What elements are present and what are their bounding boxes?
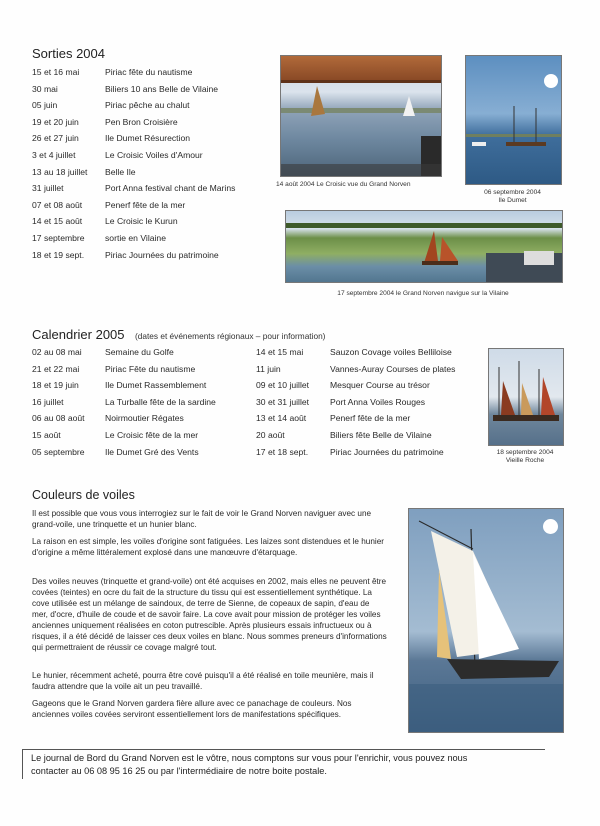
sortie-event: Ile Dumet Résurection xyxy=(105,133,191,144)
photo-vieille-roche xyxy=(488,348,564,446)
calendrier-left-date: 06 au 08 août xyxy=(32,413,85,424)
calendrier-left-event: Semaine du Golfe xyxy=(105,347,174,357)
caption-croisic: 14 août 2004 Le Croisic vue du Grand Norven xyxy=(276,181,411,188)
sortie-date: 31 juillet xyxy=(32,183,64,194)
calendrier-subtitle: (dates et événements régionaux – pour information) xyxy=(134,331,326,341)
calendrier-right-date: 14 et 15 mai xyxy=(256,347,304,357)
calendrier-right-event: Sauzon Covage voiles Belliloise xyxy=(330,347,452,357)
photo-grand-norven-sails xyxy=(408,508,564,733)
caption-dumet-place: Ile Dumet xyxy=(498,197,527,205)
calendrier-left-date: 02 au 08 mai xyxy=(32,347,82,357)
calendrier-right-event: Piriac Journées du patrimoine xyxy=(330,446,444,457)
sortie-date: 19 et 20 juin xyxy=(32,116,79,127)
calendrier-left-date: 05 septembre xyxy=(32,446,85,457)
calendrier-left-event: Le Croisic fête de la mer xyxy=(105,430,199,440)
dumet-scene xyxy=(466,56,561,184)
calendrier-left-event: Piriac Fête du nautisme xyxy=(105,363,196,374)
photo-ile-dumet xyxy=(465,55,562,185)
calendrier-left-date: 21 et 22 mai xyxy=(32,363,80,374)
couleurs-title: Couleurs de voiles xyxy=(32,488,135,502)
sortie-date: 14 et 15 août xyxy=(32,216,83,227)
vieille-roche-scene xyxy=(489,349,563,445)
calendrier-right-event: Mesquer Course au trésor xyxy=(330,380,430,391)
sortie-event: Pen Bron Croisière xyxy=(105,116,178,127)
caption-vilaine: 17 septembre 2004 le Grand Norven navigue sur la Vilaine xyxy=(337,290,509,297)
sortie-event: Piriac pêche au chalut xyxy=(105,100,190,111)
calendrier-right-date: 20 août xyxy=(256,430,285,440)
calendrier-left-event: La Turballe fête de la sardine xyxy=(105,396,216,407)
calendrier-title: Calendrier 2005 xyxy=(32,327,125,342)
sortie-date: 18 et 19 sept. xyxy=(32,249,85,260)
sortie-event: Le Croisic le Kurun xyxy=(105,216,178,227)
caption-dumet-date: 06 septembre 2004 xyxy=(484,189,541,196)
couleurs-paragraph-4: Le hunier, récemment acheté, pourra être cové puisqu'il a été réalisé en toile meunière, mais il faudra attendre que la voile ait un peu travaillé. xyxy=(32,671,374,691)
caption-vieille-roche-place: Vieille Roche xyxy=(505,457,545,465)
calendrier-left-date: 15 août xyxy=(32,430,61,440)
calendrier-heading xyxy=(32,326,325,344)
sortie-event: Le Croisic Voiles d'Amour xyxy=(105,150,203,160)
vilaine-scene xyxy=(286,211,562,282)
calendrier-left-event: Ile Dumet Gré des Vents xyxy=(105,446,199,457)
sortie-event: sortie en Vilaine xyxy=(105,233,166,243)
sortie-date: 05 juin xyxy=(32,100,58,111)
calendrier-right-event: Port Anna Voiles Rouges xyxy=(330,396,426,407)
sorties-title: Sorties 2004 xyxy=(32,46,105,61)
sortie-date: 13 au 18 juillet xyxy=(32,166,88,177)
calendrier-right-event: Penerf fête de la mer xyxy=(330,413,411,424)
photo-le-croisic xyxy=(280,55,442,177)
caption-vieille-roche xyxy=(484,449,566,465)
sortie-event: Piriac Journées du patrimoine xyxy=(105,249,219,260)
sortie-date: 30 mai xyxy=(32,83,58,94)
couleurs-paragraph-5: Gageons que le Grand Norven gardera fière allure avec ce panachage de couleurs. Nos anciennes voiles covées serviront essentiellement lors de manifestations spécifiques. xyxy=(32,699,352,719)
couleurs-paragraph-2: La raison en est simple, les voiles d'origine sont fatiguées. Les laizes sont distendues et le hunier d'origine a même littéralement explosé dans une manœuvre d'étarquage. xyxy=(32,537,385,557)
calendrier-right-date: 09 et 10 juillet xyxy=(256,380,310,391)
sortie-date: 3 et 4 juillet xyxy=(32,150,76,160)
calendrier-left-date: 18 et 19 juin xyxy=(32,380,79,391)
sortie-date: 17 septembre xyxy=(32,233,85,243)
sortie-event: Penerf fête de la mer xyxy=(105,199,186,210)
calendrier-left-date: 16 juillet xyxy=(32,396,64,407)
calendrier-right-date: 13 et 14 août xyxy=(256,413,307,424)
sortie-date: 07 et 08 août xyxy=(32,199,83,210)
sortie-event: Piriac fête du nautisme xyxy=(105,67,193,77)
grand-norven-scene xyxy=(409,509,563,732)
sortie-date: 15 et 16 mai xyxy=(32,67,80,77)
sortie-event: Biliers 10 ans Belle de Vilaine xyxy=(105,83,219,94)
caption-dumet xyxy=(465,189,560,205)
footer-box xyxy=(22,749,545,779)
couleurs-paragraph-3: Des voiles neuves (trinquette et grand-voile) ont été acquises en 2002, mais elles ne peuvent être covées (teintes) en ocre du fait de la structure du tissu qui est essentiellement synthétique. La cove utilisée est un mélange de saindoux, de terre de Sienne, de copeaux de sapin, d'eau de mer, d'ocre, d'huile de coude et de savoir faire. La cove avait pour mission de protéger les voiles anciennes uniquement réalisées en coton putrescible. Après plusieurs essais infructueux ou à risques, il a été décidé de laisser ces deux voiles en blanc. Nous sommes preneurs d'informations qui permettraient de réussir ce covage malgré tout. xyxy=(32,577,387,652)
caption-vieille-roche-date: 18 septembre 2004 xyxy=(496,449,554,456)
couleurs-paragraph-1: Il est possible que vous vous interrogiez sur le fait de voir le Grand Norven naviguer avec une grand-voile, une trinquette et un hunier blanc. xyxy=(32,509,372,529)
calendrier-left-event: Noirmoutier Régates xyxy=(105,413,184,424)
photo-vilaine xyxy=(285,210,563,283)
sortie-event: Port Anna festival chant de Marins xyxy=(105,183,236,194)
sortie-date: 26 et 27 juin xyxy=(32,133,79,144)
croisic-scene xyxy=(281,56,441,176)
sortie-event: Belle Ile xyxy=(105,166,136,177)
calendrier-right-event: Vannes-Auray Courses de plates xyxy=(330,363,456,374)
calendrier-right-date: 11 juin xyxy=(256,363,281,374)
calendrier-right-event: Biliers fête Belle de Vilaine xyxy=(330,430,432,440)
calendrier-right-date: 17 et 18 sept. xyxy=(256,446,309,457)
footer-line-1: Le journal de Bord du Grand Norven est le vôtre, nous comptons sur vous pour l'enrichir, vous pouvez nous xyxy=(31,753,468,763)
calendrier-right-date: 30 et 31 juillet xyxy=(256,396,310,407)
footer-line-2: contacter au 06 08 95 16 25 ou par l'intermédiaire de notre boite postale. xyxy=(31,766,327,776)
calendrier-left-event: Ile Dumet Rassemblement xyxy=(105,380,207,391)
